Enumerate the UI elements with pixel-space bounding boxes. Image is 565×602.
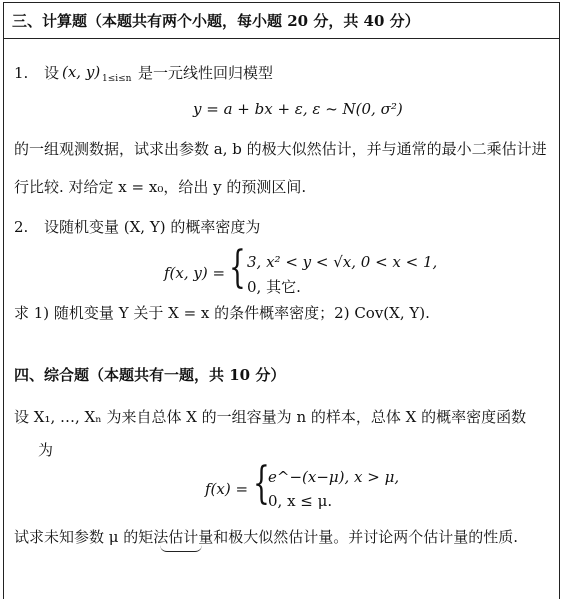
q2-case1: 3, x² < y < √x, 0 < x < 1, [247,253,438,271]
q2-number: 2. [14,218,29,236]
q2-case2: 0, 其它. [247,278,301,296]
q1-line2: 行比较. 对给定 x = x₀，给出 y 的预测区间. [14,178,307,196]
s4-case1: e^−(x−μ), x > μ, [268,468,400,486]
header-divider [3,38,560,39]
s4-q1-line1: 设 X₁, …, Xₙ 为来自总体 X 的一组容量为 n 的样本，总体 X 的概率密度函数 [14,408,527,426]
q1-line1: 的一组观测数据，试求出参数 a, b 的极大似然估计，并与通常的最小二乘估计进 [14,140,547,158]
q1-number: 1. [14,64,29,82]
s4-case2: 0, x ≤ μ. [268,492,333,510]
s4-ask: 试求未知参数 μ 的矩法估计量和极大似然估计量。并讨论两个估计量的性质. [14,528,519,546]
section3-heading: 三、计算题（本题共有两个小题，每小题 20 分，共 40 分） [12,12,420,30]
s4-brace: { [253,458,270,509]
handwritten-underline [160,545,202,552]
q2-ask: 求 1) 随机变量 Y 关于 X = x 的条件概率密度；2) Cov(X, Y). [14,304,430,322]
q1-range: 1≤i≤n [102,74,132,84]
q2-brace: { [229,242,246,293]
s4-fx: f(x) = [205,480,249,498]
regression-model: y = a + bx + ε, ε ~ N(0, σ²) [193,100,403,118]
q1-lead: 设 [44,64,60,82]
q2-text: 设随机变量 (X, Y) 的概率密度为 [44,218,261,236]
s4-q1-line2: 为 [38,441,54,459]
q1-lead2: 是一元线性回归模型 [138,64,274,82]
q2-fx: f(x, y) = [164,264,226,282]
q1-pair: (x, y) [62,63,101,81]
section4-heading: 四、综合题（本题共有一题，共 10 分） [14,366,286,384]
